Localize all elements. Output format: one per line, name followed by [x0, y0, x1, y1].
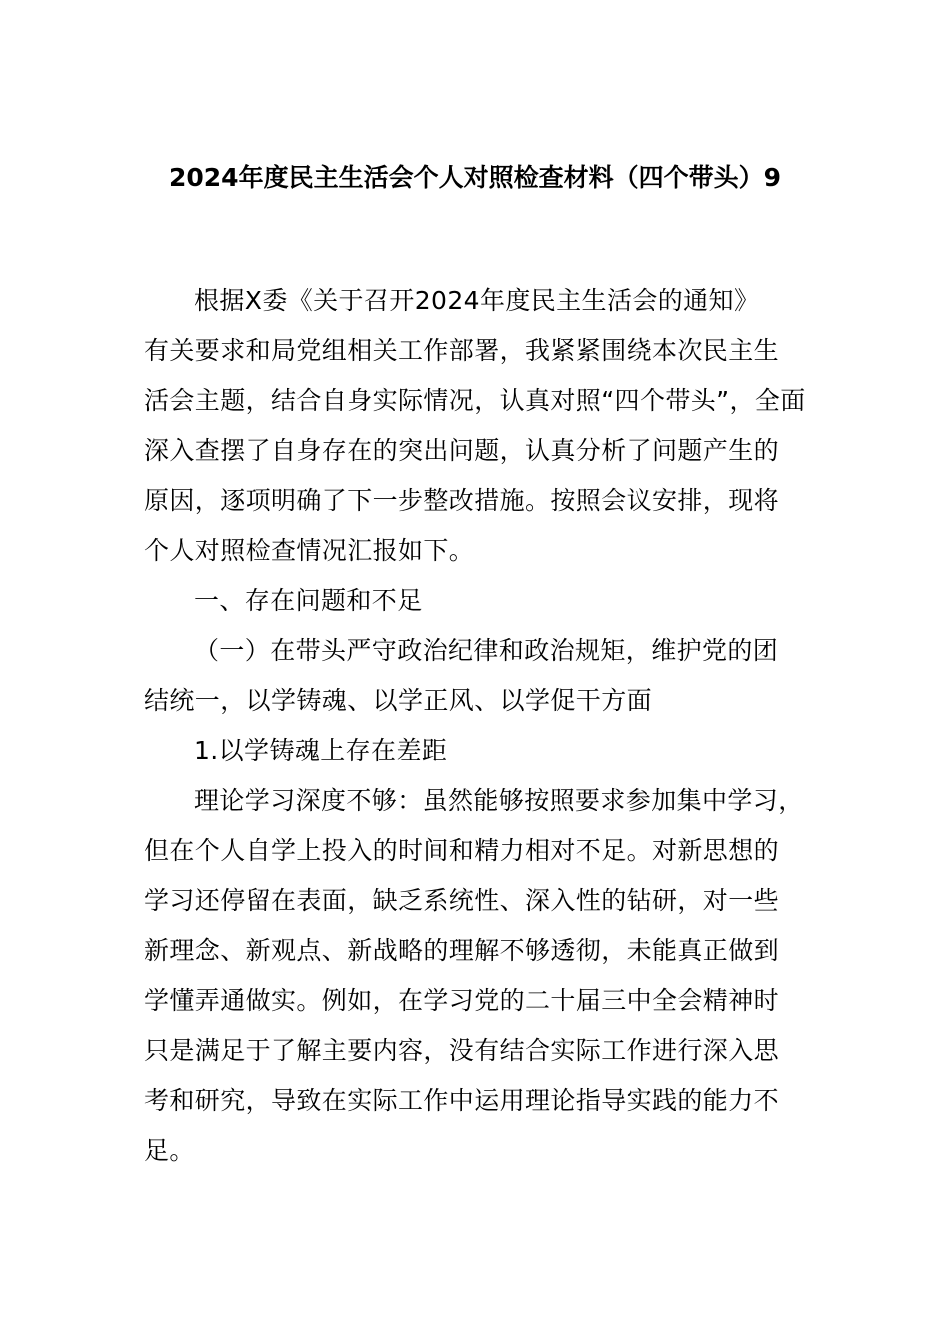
paragraph-line: 学习还停留在表面，缺乏系统性、深入性的钻研，对一些: [144, 886, 780, 915]
subsection-heading: 结统一，以学铸魂、以学正风、以学促干方面: [144, 686, 653, 715]
paragraph-line: 个人对照检查情况汇报如下。: [144, 536, 475, 565]
paragraph-line: 活会主题，结合自身实际情况，认真对照“四个带头”，全面: [144, 386, 806, 415]
paragraph-line: 考和研究，导致在实际工作中运用理论指导实践的能力不: [144, 1086, 780, 1115]
section-heading: 一、存在问题和不足: [194, 586, 423, 615]
paragraph-line: 但在个人自学上投入的时间和精力相对不足。对新思想的: [144, 836, 780, 865]
paragraph-line: 足。: [144, 1136, 195, 1165]
paragraph-line: 新理念、新观点、新战略的理解不够透彻，未能真正做到: [144, 936, 780, 965]
subsection-heading: （一）在带头严守政治纪律和政治规矩，维护党的团: [194, 636, 779, 665]
paragraph-line: 深入查摆了自身存在的突出问题，认真分析了问题产生的: [144, 436, 780, 465]
paragraph-line: 学懂弄通做实。例如，在学习党的二十届三中全会精神时: [144, 986, 780, 1015]
item-heading: 1.以学铸魂上存在差距: [194, 736, 448, 765]
document-title: 2024年度民主生活会个人对照检查材料（四个带头）9: [169, 163, 781, 192]
paragraph-line: 原因，逐项明确了下一步整改措施。按照会议安排，现将: [144, 486, 780, 515]
paragraph-line: 理论学习深度不够：虽然能够按照要求参加集中学习，: [194, 786, 804, 815]
paragraph-line: 有关要求和局党组相关工作部署，我紧紧围绕本次民主生: [144, 336, 780, 365]
paragraph-line: 只是满足于了解主要内容，没有结合实际工作进行深入思: [144, 1036, 780, 1065]
paragraph-line: 根据X委《关于召开2024年度民主生活会的通知》: [194, 286, 760, 315]
